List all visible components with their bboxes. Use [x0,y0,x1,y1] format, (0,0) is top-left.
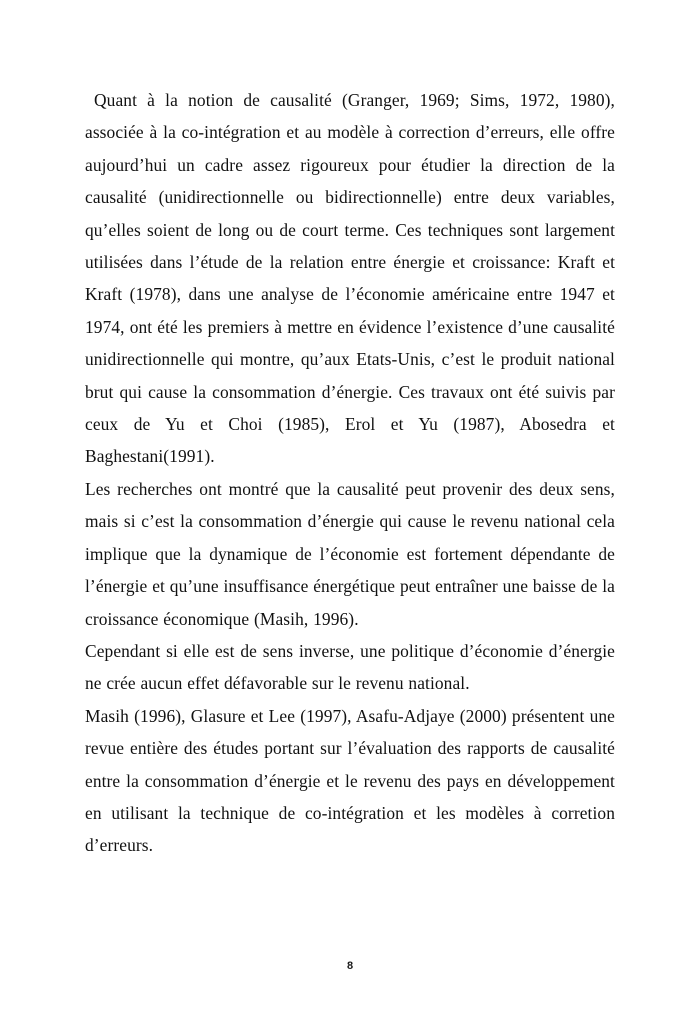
paragraph-3: Cependant si elle est de sens inverse, une politique d’économie d’énergie ne crée aucun effet défavorable sur le revenu national. [85,640,615,694]
paragraph-1: Quant à la notion de causalité (Granger, 1969; Sims, 1972, 1980), associée à la co-intégration et au modèle à correction d’erreurs, elle offre aujourd’hui un cadre assez rigoureux pour étudier la direction de la causalité (unidirectionnelle ou bidirectionnelle) entre deux variables, qu’elles soient de long ou de court terme. Ces techniques sont largement utilisées dans l’étude de la relation entre énergie et croissance: Kraft et Kraft (1978), dans une analyse de l’économie américaine entre 1947 et 1974, ont été les premiers à mettre en évidence l’existence d’une causalité unidirectionnelle qui montre, qu’aux Etats-Unis, c’est le produit national brut qui cause la consommation d’énergie. Ces travaux ont été suivis par ceux de Yu et Choi (1985), Erol et Yu (1987), Abosedra et Baghestani(1991). [85,90,615,467]
page-number: 8 [346,960,354,972]
paragraph-2: Les recherches ont montré que la causalité peut provenir des deux sens, mais si c’est la consommation d’énergie qui cause le revenu national cela implique que la dynamique de l’économie est fortement dépendante de l’énergie et qu’une insuffisance énergétique peut entraîner une baisse de la croissance économique (Masih, 1996). [85,478,615,629]
body-text-block [85,84,615,862]
paragraph-4: Masih (1996), Glasure et Lee (1997), Asafu-Adjaye (2000) présentent une revue entière des études portant sur l’évaluation des rapports de causalité entre la consommation d’énergie et le revenu des pays en développement en utilisant la technique de co-intégration et les modèles à corretion d’erreurs. [85,705,615,856]
